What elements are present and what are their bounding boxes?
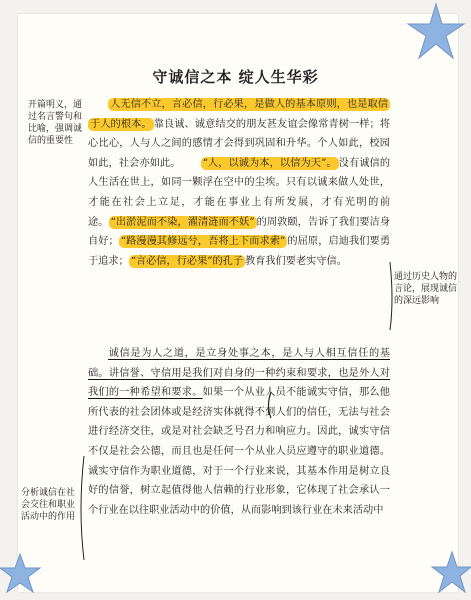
paragraph-1-text-2: 没有诚信的人生活在世上，如同一颗浮在空中的尘埃。只有以诚来做人处世，才能在社会上立足，才能在事业上有所发展，才有光明的前途。 — [88, 157, 391, 228]
highlight-quote-5: “言必信，行必果”的孔子 — [130, 255, 244, 267]
paragraph-1-text-4: 的屈原，启迪我们要勇于追求； — [88, 236, 391, 267]
annotation-historical: 通过历史人物的言论，展现诚信的深远影响 — [394, 272, 458, 306]
paragraph-1-text-5: 教育我们要老实守信。 — [245, 255, 347, 267]
annotation-social-role: 分析诚信在社会交往和职业活动中的作用 — [21, 488, 76, 522]
star-icon-bottom-right — [428, 548, 471, 600]
paragraph-2-text-1: 讲信誉、守信用是我们对自身的一种约束和要求，也是外人对我们的一种希望和要求。 — [88, 367, 390, 399]
paragraph-2-text-2: 如果一个从业人员不能诚实守信，那么他所代表的社会团体或是经济实体就得不到人们的信任，无法与社会进行经济交往，或是对社会缺乏号召力和响应力。因此，诚实守信不仅是社会公德，而且也是任何一个从业人员应遵守的职业道德。诚实守信作为职业道德，对于一个行业来说，其基本作用是树立良好的信誉，树立起值得他人信赖的行业形象，它体现了社会承认一个行业在以往职业活动中的价值，从而影响到该行业在未来活动中 — [88, 387, 390, 516]
paragraph-1-text-3: 的周敦颐，告诉了我们要洁身自好； — [88, 216, 391, 248]
page-title: 守诚信之本 绽人生华彩 — [152, 68, 319, 86]
highlight-quote-3: “出淤泥而不染，濯清涟而不妖” — [110, 216, 255, 228]
annotation-opening: 开篇明义，通过名言警句和比喻，强调诚信的重要性 — [28, 100, 83, 146]
highlight-quote-4: “路漫漫其修远兮，吾将上下而求索” — [120, 236, 286, 248]
highlight-quote-1: 人无信不立，言必信，行必果，是做人的基本原则，也是取信于人的根本。 — [90, 99, 388, 130]
paragraph-1 — [88, 95, 390, 271]
highlight-quote-2: “人，以诚为本，以信为天”。 — [202, 157, 337, 169]
star-icon-top-right — [392, 0, 471, 64]
underlined-thesis: 诚信是为人之道，是立身处事之本，是人与人相互信任的基础。 — [88, 348, 390, 379]
paragraph-2 — [88, 344, 390, 520]
star-icon-bottom-left — [0, 548, 46, 600]
paragraph-1-text-1: 靠良诚、诚意结交的朋友甚友谊会像常青树一样；将心比心，人与人之间的感情才会得到巩固和升华。个人如此，校园如此，社会亦如此。 — [88, 118, 391, 169]
